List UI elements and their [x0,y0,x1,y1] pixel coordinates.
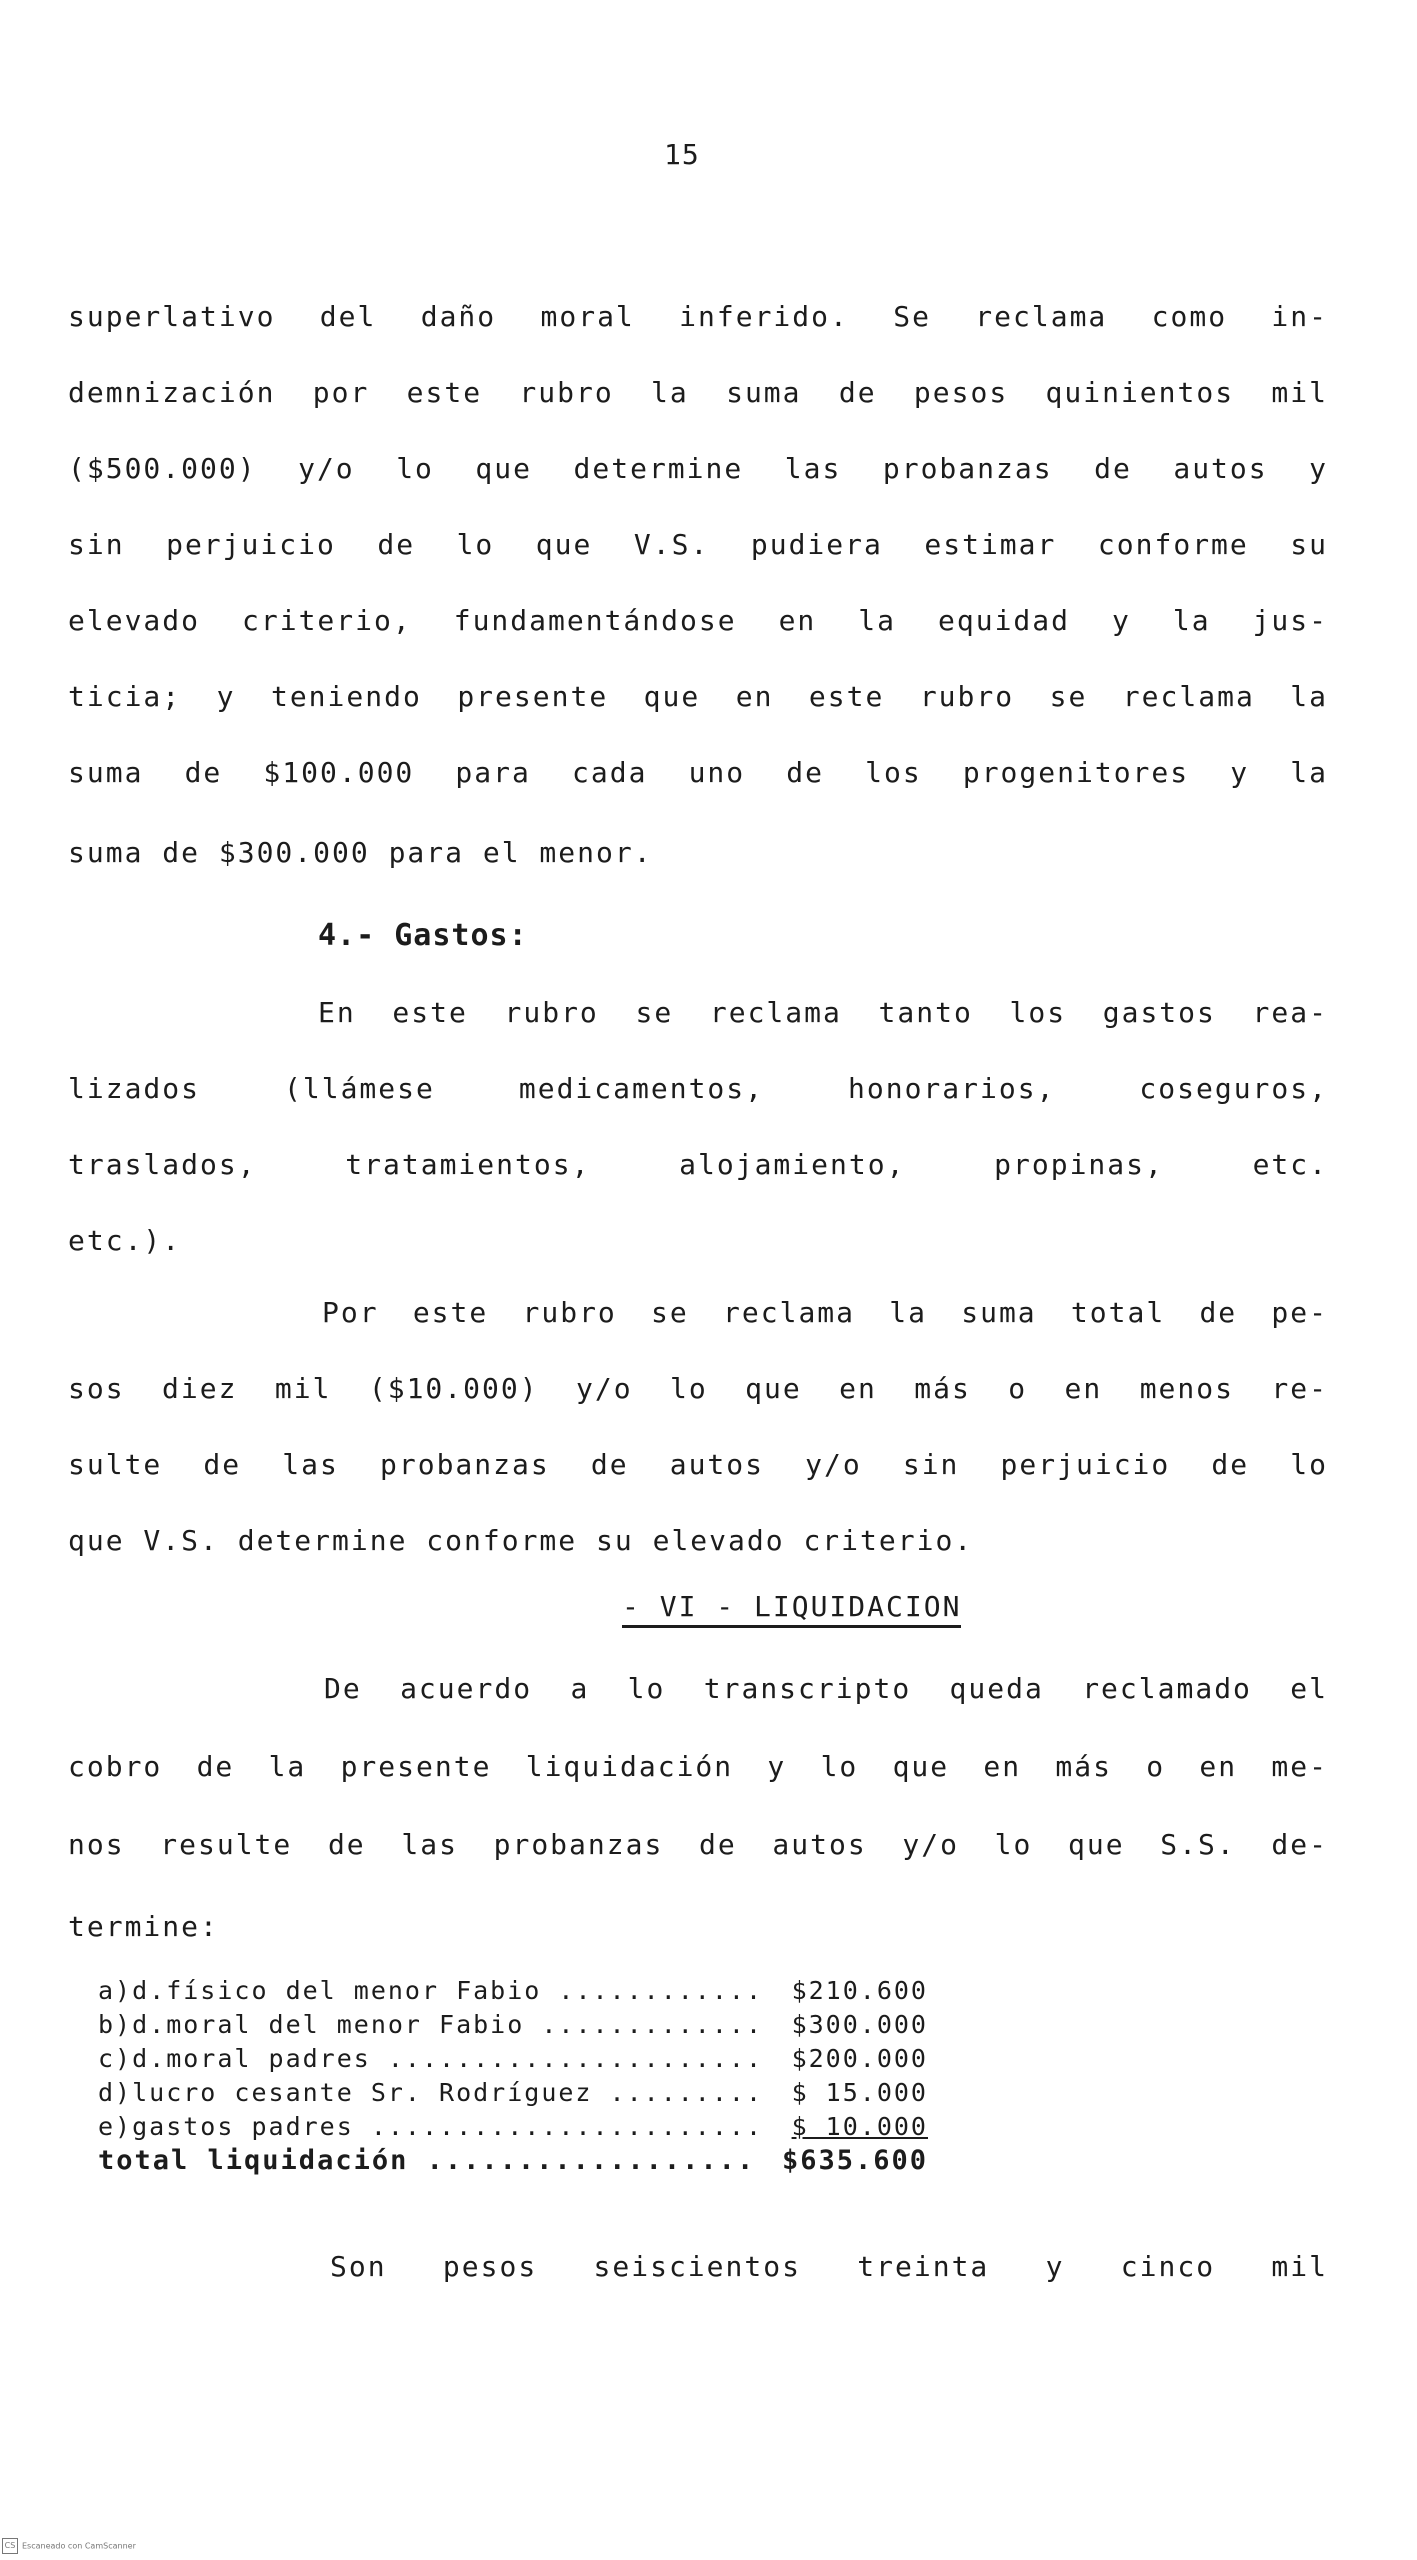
item-amount: $200.000 [791,2044,928,2073]
liquidacion-line: De acuerdo a lo transcripto queda reclamado el [324,1672,1328,1705]
reclamo-line: que V.S. determine conforme su elevado criterio. [68,1524,974,1557]
total-label: total liquidación ..... [98,2144,758,2178]
camscanner-icon: CS [2,2538,18,2554]
item-amount: $210.600 [791,1976,928,2005]
liquidation-item [98,2042,928,2076]
scanner-footer [2,2538,136,2554]
liquidacion-line: cobro de la presente liquidación y lo que en más o en me- [68,1750,1328,1783]
paragraph-line: sin perjuicio de lo que V.S. pudiera estimar conforme su [68,528,1328,561]
section-heading: 4.- Gastos: [318,918,528,953]
paragraph-line: suma de $100.000 para cada uno de los progenitores y la [68,756,1328,789]
gastos-line: lizados (llámese medicamentos, honorarios, coseguros, [68,1072,1328,1105]
item-amount: $ 15.000 [791,2078,928,2107]
item-amount: $300.000 [791,2010,928,2039]
reclamo-line: sos diez mil ($10.000) y/o lo que en más o en menos re- [68,1372,1328,1405]
page-number: 15 [664,138,700,171]
liquidation-item [98,1974,928,2008]
reclamo-line: sulte de las probanzas de autos y/o sin perjuicio de lo [68,1448,1328,1481]
paragraph-line: superlativo del daño moral inferido. Se reclama como in- [68,300,1328,333]
item-label: d)lucro cesante Sr. Rodríguez ..... [98,2076,758,2110]
gastos-line: En este rubro se reclama tanto los gastos rea- [318,996,1328,1029]
reclamo-line: Por este rubro se reclama la suma total de pe- [322,1296,1328,1329]
item-label: e)gastos padres ..... [98,2110,758,2144]
paragraph-line: ($500.000) y/o lo que determine las probanzas de autos y [68,452,1328,485]
liquidacion-line: termine: [68,1910,219,1943]
total-amount: $635.600 [781,2145,928,2176]
liquidacion-title: - VI - LIQUIDACION [622,1590,961,1628]
item-amount: $ 10.000 [791,2112,928,2141]
liquidation-item [98,2110,928,2144]
liquidation-item [98,2076,928,2110]
gastos-line: etc.). [68,1224,182,1257]
paragraph-line: suma de $300.000 para el menor. [68,836,653,869]
liquidation-list [98,1974,928,2178]
item-label: a)d.físico del menor Fabio ..... [98,1974,758,2008]
item-label: b)d.moral del menor Fabio ..... [98,2008,758,2042]
liquidation-item [98,2008,928,2042]
closing-line: Son pesos seiscientos treinta y cinco mil [330,2250,1328,2283]
liquidacion-line: nos resulte de las probanzas de autos y/o lo que S.S. de- [68,1828,1328,1861]
item-label: c)d.moral padres ..... [98,2042,758,2076]
paragraph-line: demnización por este rubro la suma de pesos quinientos mil [68,376,1328,409]
gastos-line: traslados, tratamientos, alojamiento, propinas, etc. [68,1148,1328,1181]
footer-text: Escaneado con CamScanner [22,2541,136,2551]
liquidation-total [98,2144,928,2178]
paragraph-line: elevado criterio, fundamentándose en la equidad y la jus- [68,604,1328,637]
paragraph-line: ticia; y teniendo presente que en este rubro se reclama la [68,680,1328,713]
